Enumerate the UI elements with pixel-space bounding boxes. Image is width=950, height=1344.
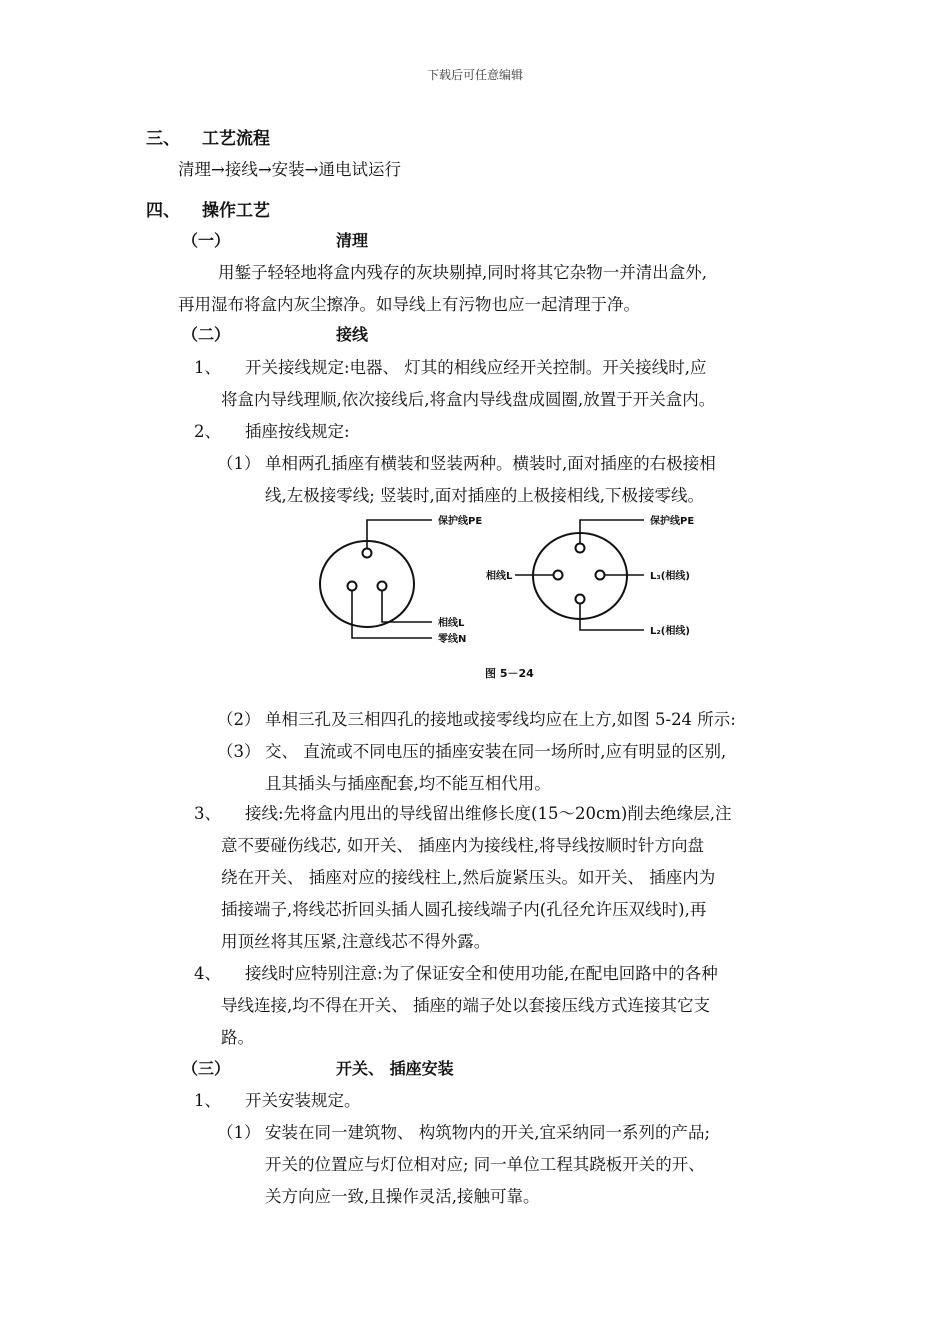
right-phase-l3-label: L₃(相线) (650, 571, 690, 582)
section-4-number: 四、 (146, 201, 180, 221)
paragraph-line: 单相三孔及三相四孔的接地或接零线均应在上方,如图 5-24 所示: (265, 710, 736, 729)
subsection-3-title: 开关、 插座安装 (336, 1059, 454, 1078)
subitem-number: （2） (217, 710, 261, 729)
paragraph-line: 接线时应特别注意:为了保证安全和使用功能,在配电回路中的各种 (245, 964, 718, 983)
right-phase-l2-label: L₂(相线) (650, 626, 690, 637)
paragraph-line: 意不要碰伤线芯, 如开关、 插座内为接线柱,将导线按顺时针方向盘 (221, 836, 704, 855)
subsection-3-number: （三） (182, 1059, 231, 1078)
paragraph-line: 单相两孔插座有横装和竖装两种。横装时,面对插座的右极接相 (265, 454, 716, 473)
item-number: 1、 (194, 358, 221, 377)
paragraph-line: 插接端子,将线芯折回头插人圆孔接线端子内(孔径允许压双线时),再 (221, 900, 707, 919)
section-4-title: 操作工艺 (202, 201, 270, 221)
right-phase-l-terminal (554, 571, 563, 580)
paragraph-line: 接线:先将盒内甩出的导线留出维修长度(15～20cm)削去绝缘层,注 (245, 804, 732, 823)
subsection-1-title: 清理 (336, 231, 369, 250)
item-number: 4、 (194, 964, 221, 983)
section-3-number: 三、 (146, 129, 180, 149)
subsection-2-title: 接线 (336, 325, 369, 344)
left-phase-label: 相线L (438, 618, 465, 629)
paragraph-line: 路。 (221, 1028, 254, 1047)
paragraph-line: 用錾子轻轻地将盒内残存的灰块剔掉,同时将其它杂物一并清出盒外, (218, 263, 707, 282)
left-pe-terminal (363, 549, 372, 558)
paragraph-line: 交、 直流或不同电压的插座安装在同一场所时,应有明显的区别, (265, 742, 727, 761)
figure-caption: 图 5－24 (485, 667, 534, 680)
page-header: 下载后可任意编辑 (426, 68, 523, 82)
left-phase-terminal (378, 582, 387, 591)
paragraph-line: 再用湿布将盒内灰尘擦净。如导线上有污物也应一起清理于净。 (178, 295, 640, 314)
paragraph-line: 开关的位置应与灯位相对应; 同一单位工程其跷板开关的开、 (265, 1155, 705, 1174)
left-pe-label: 保护线PE (438, 516, 483, 527)
right-phase-l-label: 相线L (486, 571, 513, 582)
paragraph-line: 将盒内导线理顺,依次接线后,将盒内导线盘成圆圈,放置于开关盒内。 (221, 390, 716, 409)
left-neutral-label: 零线N (438, 634, 467, 645)
item-number: 1、 (194, 1091, 221, 1110)
left-neutral-terminal (348, 582, 357, 591)
paragraph-line: 开关接线规定:电器、 灯其的相线应经开关控制。开关接线时,应 (245, 358, 707, 377)
paragraph-line: 且其插头与插座配套,均不能互相代用。 (265, 774, 551, 793)
item-number: 3、 (194, 804, 221, 823)
subitem-number: （1） (217, 454, 261, 473)
subitem-number: （1） (217, 1123, 261, 1142)
right-phase-l2-terminal (576, 595, 585, 604)
paragraph-line: 关方向应一致,且操作灵活,接触可靠。 (265, 1187, 540, 1206)
paragraph-line: 插座按线规定: (245, 422, 350, 441)
socket-wiring-figure (310, 508, 710, 688)
section-3-title: 工艺流程 (202, 129, 270, 149)
paragraph-line: 线,左极接零线; 竖装时,面对插座的上极接相线,下极接零线。 (265, 486, 705, 505)
paragraph-line: 绕在开关、 插座对应的接线柱上,然后旋紧压头。如开关、 插座内为 (221, 868, 716, 887)
right-pe-terminal (576, 544, 585, 553)
right-phase-l3-terminal (596, 571, 605, 580)
paragraph-line: 用顶丝将其压紧,注意线芯不得外露。 (221, 932, 491, 951)
subsection-1-number: （一） (182, 231, 231, 250)
paragraph-line: 安装在同一建筑物、 构筑物内的开关,宜采纳同一系列的产品; (265, 1123, 711, 1142)
subsection-2-number: （二） (182, 325, 231, 344)
right-pe-label: 保护线PE (650, 516, 695, 527)
process-flow: 清理→接线→安装→通电试运行 (178, 160, 401, 179)
subitem-number: （3） (217, 742, 261, 761)
left-socket-outline (320, 541, 414, 627)
paragraph-line: 开关安装规定。 (245, 1091, 361, 1110)
paragraph-line: 导线连接,均不得在开关、 插座的端子处以套接压线方式连接其它支 (221, 996, 710, 1015)
item-number: 2、 (194, 422, 221, 441)
